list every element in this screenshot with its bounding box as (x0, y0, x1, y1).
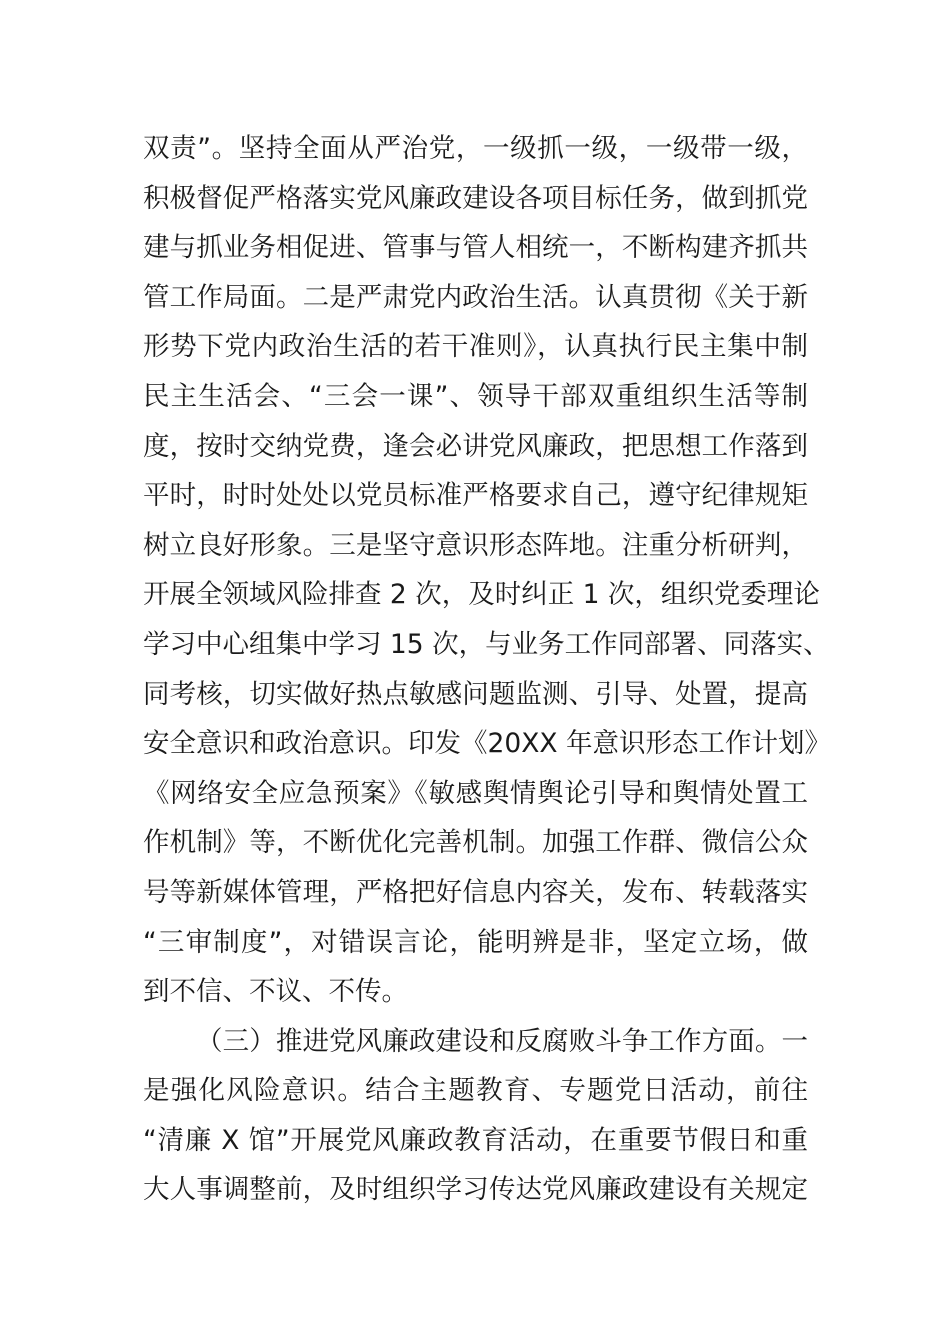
section-heading-line: （三）推进党风廉政建设和反腐败斗争工作方面。一 (196, 1025, 808, 1057)
text-line-13: 安全意识和政治意识。印发《20XX 年意识形态工作计划》 (143, 728, 831, 760)
text-line-6: 民主生活会、“三会一课”、领导干部双重组织生活等制 (143, 380, 808, 412)
text-line-17: “三审制度”，对错误言论，能明辨是非，坚定立场，做 (143, 926, 808, 958)
text-line-2: 积极督促严格落实党风廉政建设各项目标任务，做到抓党 (143, 182, 808, 214)
text-line-16: 号等新媒体管理，严格把好信息内容关，发布、转载落实 (143, 876, 808, 908)
text-line-11: 学习中心组集中学习 15 次，与业务工作同部署、同落实、 (143, 628, 830, 660)
text-line-8: 平时，时时处处以党员标准严格要求自己，遵守纪律规矩 (143, 480, 808, 512)
text-line-3: 建与抓业务相促进、管事与管人相统一，不断构建齐抓共 (143, 232, 808, 264)
text-line-14: 《网络安全应急预案》《敏感舆情舆论引导和舆情处置工 (143, 777, 808, 809)
text-line-22: 大人事调整前，及时组织学习传达党风廉政建设有关规定 (143, 1174, 808, 1206)
text-line-12: 同考核，切实做好热点敏感问题监测、引导、处置，提高 (143, 678, 808, 710)
text-line-5: 形势下党内政治生活的若干准则》，认真执行民主集中制 (143, 331, 808, 363)
text-line-4: 管工作局面。二是严肃党内政治生活。认真贯彻《关于新 (143, 281, 808, 313)
text-line-18: 到不信、不议、不传。 (143, 976, 408, 1008)
text-line-9: 树立良好形象。三是坚守意识形态阵地。注重分析研判， (143, 529, 808, 561)
text-line-20: 是强化风险意识。结合主题教育、专题党日活动，前往 (143, 1075, 808, 1107)
text-line-21: “清廉 X 馆”开展党风廉政教育活动，在重要节假日和重 (143, 1124, 808, 1156)
document-body (143, 124, 831, 1215)
text-line-7: 度，按时交纳党费，逢会必讲党风廉政，把思想工作落到 (143, 430, 808, 462)
text-line-1: 双责”。坚持全面从严治党，一级抓一级，一级带一级， (143, 133, 808, 164)
text-line-15: 作机制》等，不断优化完善机制。加强工作群、微信公众 (143, 827, 808, 859)
text-line-10: 开展全领域风险排查 2 次，及时纠正 1 次，组织党委理论 (143, 579, 820, 611)
